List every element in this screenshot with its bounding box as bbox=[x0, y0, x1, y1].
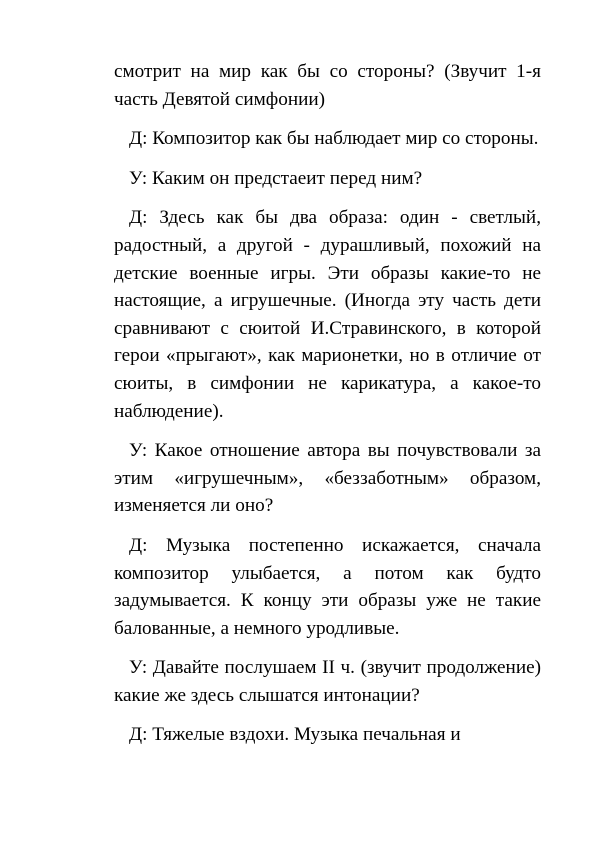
paragraph-teacher-question-3: У: Давайте послушаем II ч. (звучит продолжение) какие же здесь слышатся интонации? bbox=[114, 657, 541, 706]
document-page bbox=[114, 58, 541, 761]
paragraph-child-answer-3: Д: Музыка постепенно искажается, сначала композитор улыбается, а потом как будто задумывается. К концу эти образы уже не такие балованные, а немного уродливые. bbox=[114, 534, 541, 639]
paragraph-child-answer-1: Д: Композитор как бы наблюдает мир со стороны. bbox=[129, 128, 539, 150]
paragraph-child-answer-2: Д: Здесь как бы два образа: один - светлый, радостный, а другой - дурашливый, похожий на детские военные игры. Эти образы какие-то не настоящие, а игрушечные. (Иногда эту часть дети сравнивают с сюитой И.Стравинского, в которой герои «прыгают», как марионетки, но в отличие от сюиты, в симфонии не карикатура, а какое-то наблюдение). bbox=[114, 207, 541, 422]
paragraph-child-answer-4: Д: Тяжелые вздохи. Музыка печальная и bbox=[129, 724, 461, 746]
paragraph-teacher-question-2: У: Какое отношение автора вы почувствовали за этим «игрушечным», «беззаботным» образом, изменяется ли оно? bbox=[114, 440, 541, 517]
paragraph-continuation: смотрит на мир как бы со стороны? (Звучит 1-я часть Девятой симфонии) bbox=[114, 61, 541, 110]
paragraph-teacher-question-1: У: Каким он предстаеит перед ним? bbox=[129, 167, 423, 189]
